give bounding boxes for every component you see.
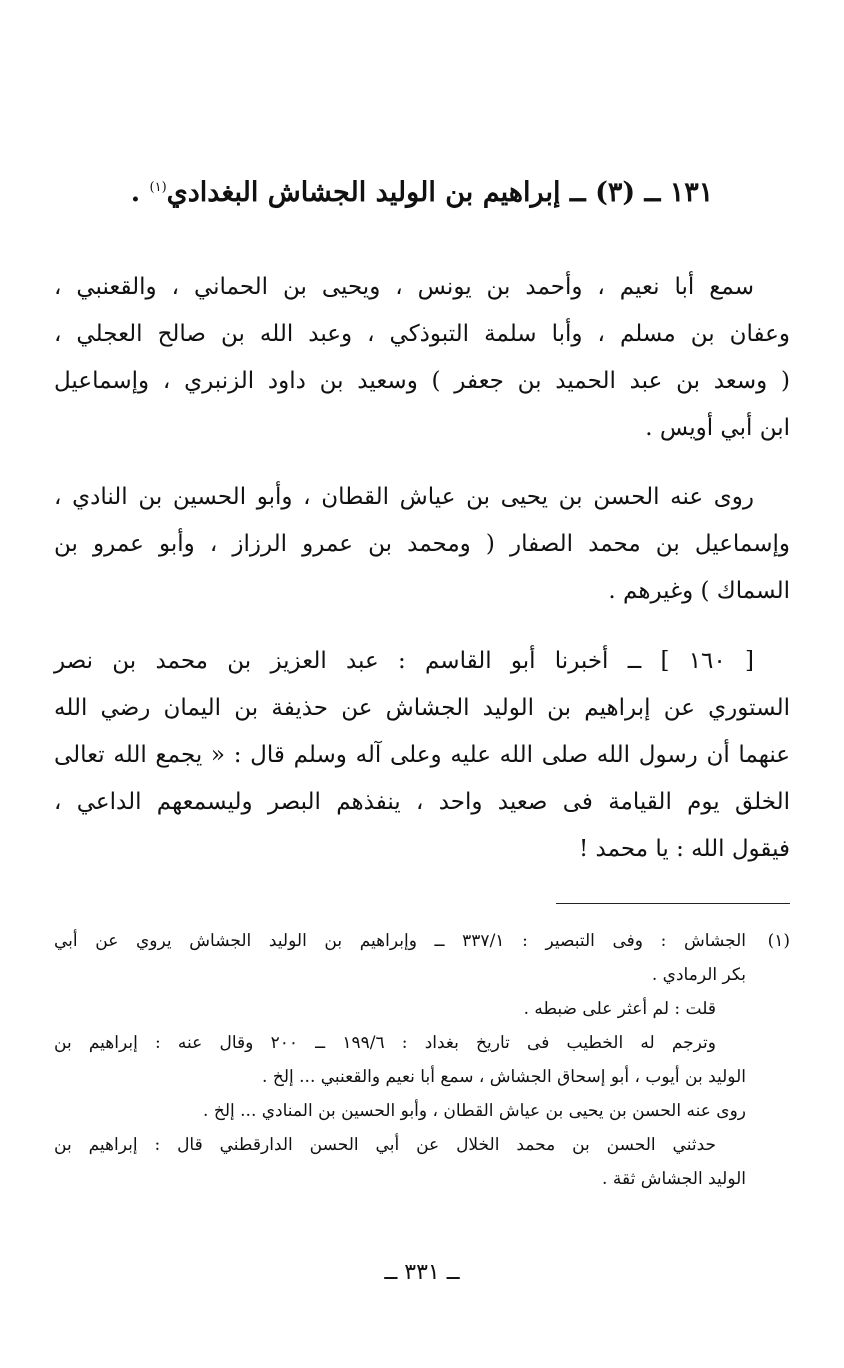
entry-heading-text: ١٣١ ــ (٣) ــ إبراهيم بن الوليد الجشاش البغدادي xyxy=(166,177,714,208)
paragraph-line: ( وسعد بن عبد الحميد بن جعفر ) وسعيد بن داود الزنبري ، وإسماعيل xyxy=(54,368,790,394)
footnote-line: قلت : لم أعثر على ضبطه . xyxy=(523,999,716,1019)
entry-heading xyxy=(104,166,740,215)
paragraph-line: وعفان بن مسلم ، وأبا سلمة التبوذكي ، وعبد الله بن صالح العجلي ، xyxy=(54,321,790,347)
paragraph-students xyxy=(54,474,790,615)
footnote-reference: (١) xyxy=(149,180,167,195)
entry-heading-tail: . xyxy=(130,177,150,208)
footnote-line: وترجم له الخطيب فى تاريخ بغداد : ١٩٩/٦ ــ ٢٠٠ وقال عنه : إبراهيم بن xyxy=(54,1033,716,1053)
paragraph-line: الخلق يوم القيامة فى صعيد واحد ، ينفذهم البصر وليسمعهم الداعي ، xyxy=(54,789,790,815)
paragraph-line: فيقول الله : يا محمد ! xyxy=(579,836,790,862)
paragraph-line: الستوري عن إبراهيم بن الوليد الجشاش عن حذيفة بن اليمان رضي الله xyxy=(54,695,790,721)
paragraph-line: [ ١٦٠ ] ــ أخبرنا أبو القاسم : عبد العزيز بن محمد بن نصر xyxy=(54,648,754,674)
paragraph-line: سمع أبا نعيم ، وأحمد بن يونس ، ويحيى بن الحماني ، والقعنبي ، xyxy=(54,274,754,300)
paragraph-line: عنهما أن رسول الله صلى الله عليه وعلى آله وسلم قال : « يجمع الله تعالى xyxy=(54,742,790,768)
footnote-number: (١) xyxy=(767,931,790,951)
paragraph-line: ابن أبي أويس . xyxy=(645,415,790,441)
footnote-line xyxy=(54,924,790,958)
paragraph-teachers xyxy=(54,264,790,452)
footnote-line: بكر الرمادي . xyxy=(651,965,746,985)
footnote-separator xyxy=(556,903,790,904)
footnotes xyxy=(54,924,790,1196)
paragraph-line: روى عنه الحسن بن يحيى بن عياش القطان ، وأبو الحسين بن النادي ، xyxy=(54,484,754,510)
footnote-text: الجشاش : وفى التبصير : ٣٣٧/١ ــ وإبراهيم بن الوليد الجشاش يروي عن أبي xyxy=(54,931,746,951)
paragraph-hadith xyxy=(54,638,790,873)
footnote-line: الوليد بن أيوب ، أبو إسحاق الجشاش ، سمع أبا نعيم والقعنبي ... إلخ . xyxy=(262,1067,746,1087)
page-number: ــ ٣٣١ ــ xyxy=(384,1260,460,1285)
paragraph-line: وإسماعيل بن محمد الصفار ( ومحمد بن عمرو الرزاز ، وأبو عمرو بن xyxy=(54,531,790,557)
footnote-line: حدثني الحسن بن محمد الخلال عن أبي الحسن الدارقطني قال : إبراهيم بن xyxy=(54,1135,716,1155)
footnote-line: الوليد الجشاش ثقة . xyxy=(602,1169,746,1189)
paragraph-line: السماك ) وغيرهم . xyxy=(608,578,790,604)
footnote-line: روى عنه الحسن بن يحيى بن عياش القطان ، وأبو الحسين بن المنادي ... إلخ . xyxy=(203,1101,746,1121)
